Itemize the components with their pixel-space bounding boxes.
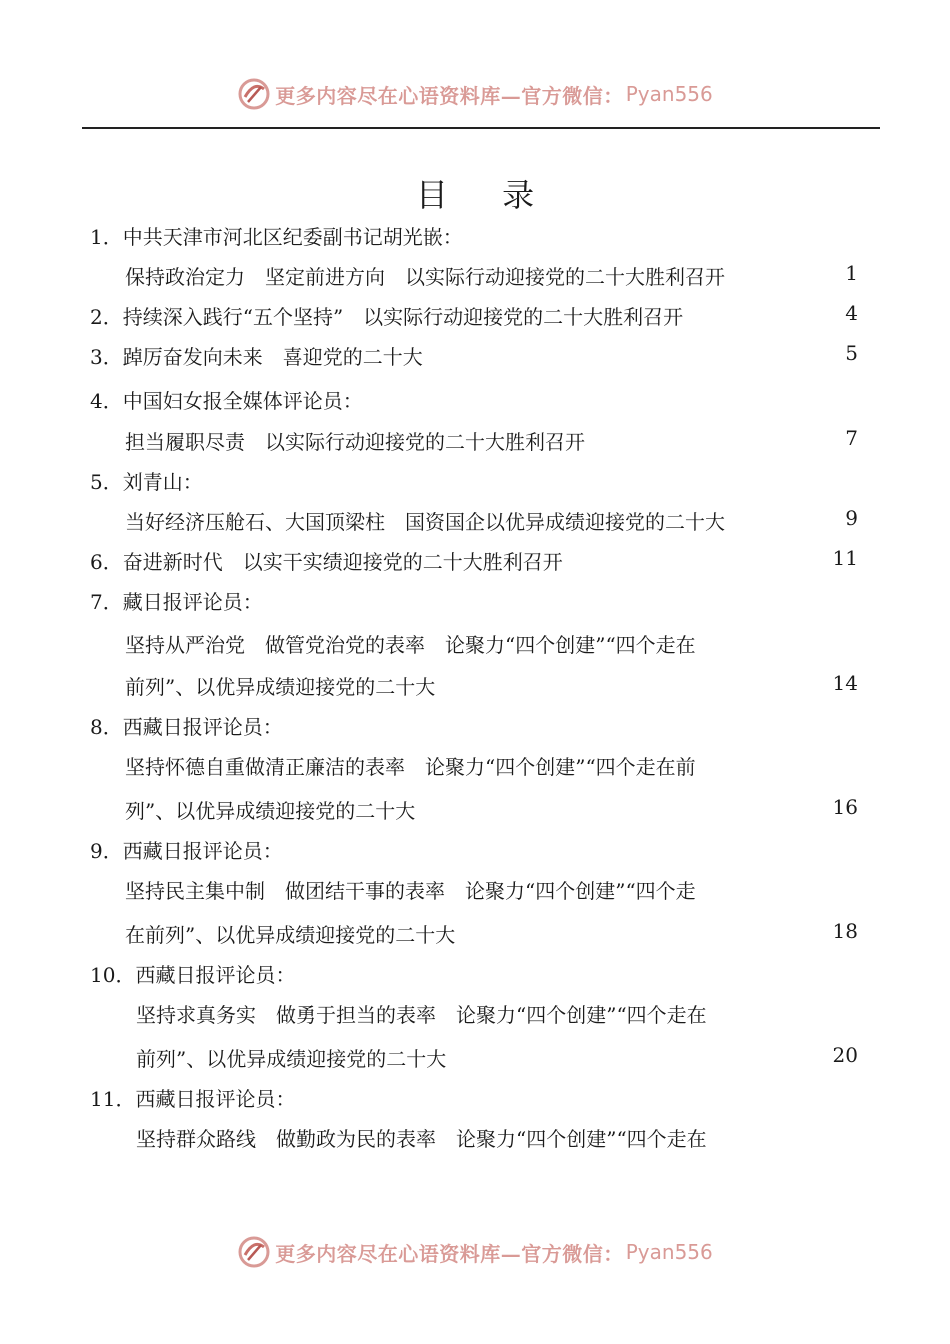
banner-text: 更多内容尽在心语资料库—官方微信： xyxy=(275,83,624,108)
banner-text: 更多内容尽在心语资料库—官方微信： xyxy=(275,1241,624,1266)
toc-entry-9-line-2[interactable]: 在前列”、以优异成绩迎接党的二十大 xyxy=(125,923,456,947)
footer-banner xyxy=(0,1232,950,1272)
logo-icon xyxy=(237,1235,271,1269)
toc-entry-1-line[interactable]: 保持政治定力 坚定前进方向 以实际行动迎接党的二十大胜利召开 xyxy=(125,265,725,289)
toc-entry-1-page: 1 xyxy=(845,261,858,285)
toc-entry-5-line[interactable]: 当好经济压舱石、大国顶梁柱 国资国企以优异成绩迎接党的二十大 xyxy=(125,510,725,534)
toc-entry-10-head[interactable]: 10．西藏日报评论员： xyxy=(90,963,296,987)
toc-entry-11-head[interactable]: 11．西藏日报评论员： xyxy=(90,1087,296,1111)
toc-entry-3-head[interactable]: 3．踔厉奋发向未来 喜迎党的二十大 xyxy=(90,345,423,369)
toc-entry-2-head[interactable]: 2．持续深入践行“五个坚持” 以实际行动迎接党的二十大胜利召开 xyxy=(90,305,684,329)
header-rule xyxy=(82,127,880,129)
toc-entry-8-head[interactable]: 8．西藏日报评论员： xyxy=(90,715,283,739)
toc-entry-9-page: 18 xyxy=(832,919,858,943)
toc-entry-2-page: 4 xyxy=(845,301,858,325)
toc-entry-10-line-1[interactable]: 坚持求真务实 做勇于担当的表率 论聚力“四个创建”“四个走在 xyxy=(136,1003,707,1027)
page-title: 目 录 xyxy=(415,176,557,214)
toc-entry-9-head[interactable]: 9．西藏日报评论员： xyxy=(90,839,283,863)
toc-entry-4-line[interactable]: 担当履职尽责 以实际行动迎接党的二十大胜利召开 xyxy=(125,430,585,454)
toc-entry-5-head[interactable]: 5．刘青山： xyxy=(90,470,203,494)
toc-entry-7-line-2[interactable]: 前列”、以优异成绩迎接党的二十大 xyxy=(125,675,436,699)
toc-entry-8-line-1[interactable]: 坚持怀德自重做清正廉洁的表率 论聚力“四个创建”“四个走在前 xyxy=(125,755,696,779)
toc-entry-7-line-1[interactable]: 坚持从严治党 做管党治党的表率 论聚力“四个创建”“四个走在 xyxy=(125,633,696,657)
toc-entry-7-page: 14 xyxy=(832,671,858,695)
toc-entry-4-page: 7 xyxy=(845,426,858,450)
header-banner xyxy=(0,74,950,114)
toc-entry-6-page: 11 xyxy=(832,546,858,570)
toc-entry-10-line-2[interactable]: 前列”、以优异成绩迎接党的二十大 xyxy=(136,1047,447,1071)
toc-entry-11-line-1[interactable]: 坚持群众路线 做勤政为民的表率 论聚力“四个创建”“四个走在 xyxy=(136,1127,707,1151)
toc-entry-3-page: 5 xyxy=(845,341,858,365)
toc-entry-1-head[interactable]: 1．中共天津市河北区纪委副书记胡光嵌： xyxy=(90,225,463,249)
banner-wechat: Pyan556 xyxy=(625,1240,713,1264)
banner-wechat: Pyan556 xyxy=(625,82,713,106)
toc-entry-8-line-2[interactable]: 列”、以优异成绩迎接党的二十大 xyxy=(125,799,416,823)
toc-entry-5-page: 9 xyxy=(845,506,858,530)
toc-entry-7-head[interactable]: 7．藏日报评论员： xyxy=(90,590,263,614)
toc-entry-9-line-1[interactable]: 坚持民主集中制 做团结干事的表率 论聚力“四个创建”“四个走 xyxy=(125,879,696,903)
logo-icon xyxy=(237,77,271,111)
toc-entry-8-page: 16 xyxy=(832,795,858,819)
toc-entry-6-head[interactable]: 6．奋进新时代 以实干实绩迎接党的二十大胜利召开 xyxy=(90,550,563,574)
toc-entry-4-head[interactable]: 4．中国妇女报全媒体评论员： xyxy=(90,389,363,413)
toc-entry-10-page: 20 xyxy=(832,1043,858,1067)
